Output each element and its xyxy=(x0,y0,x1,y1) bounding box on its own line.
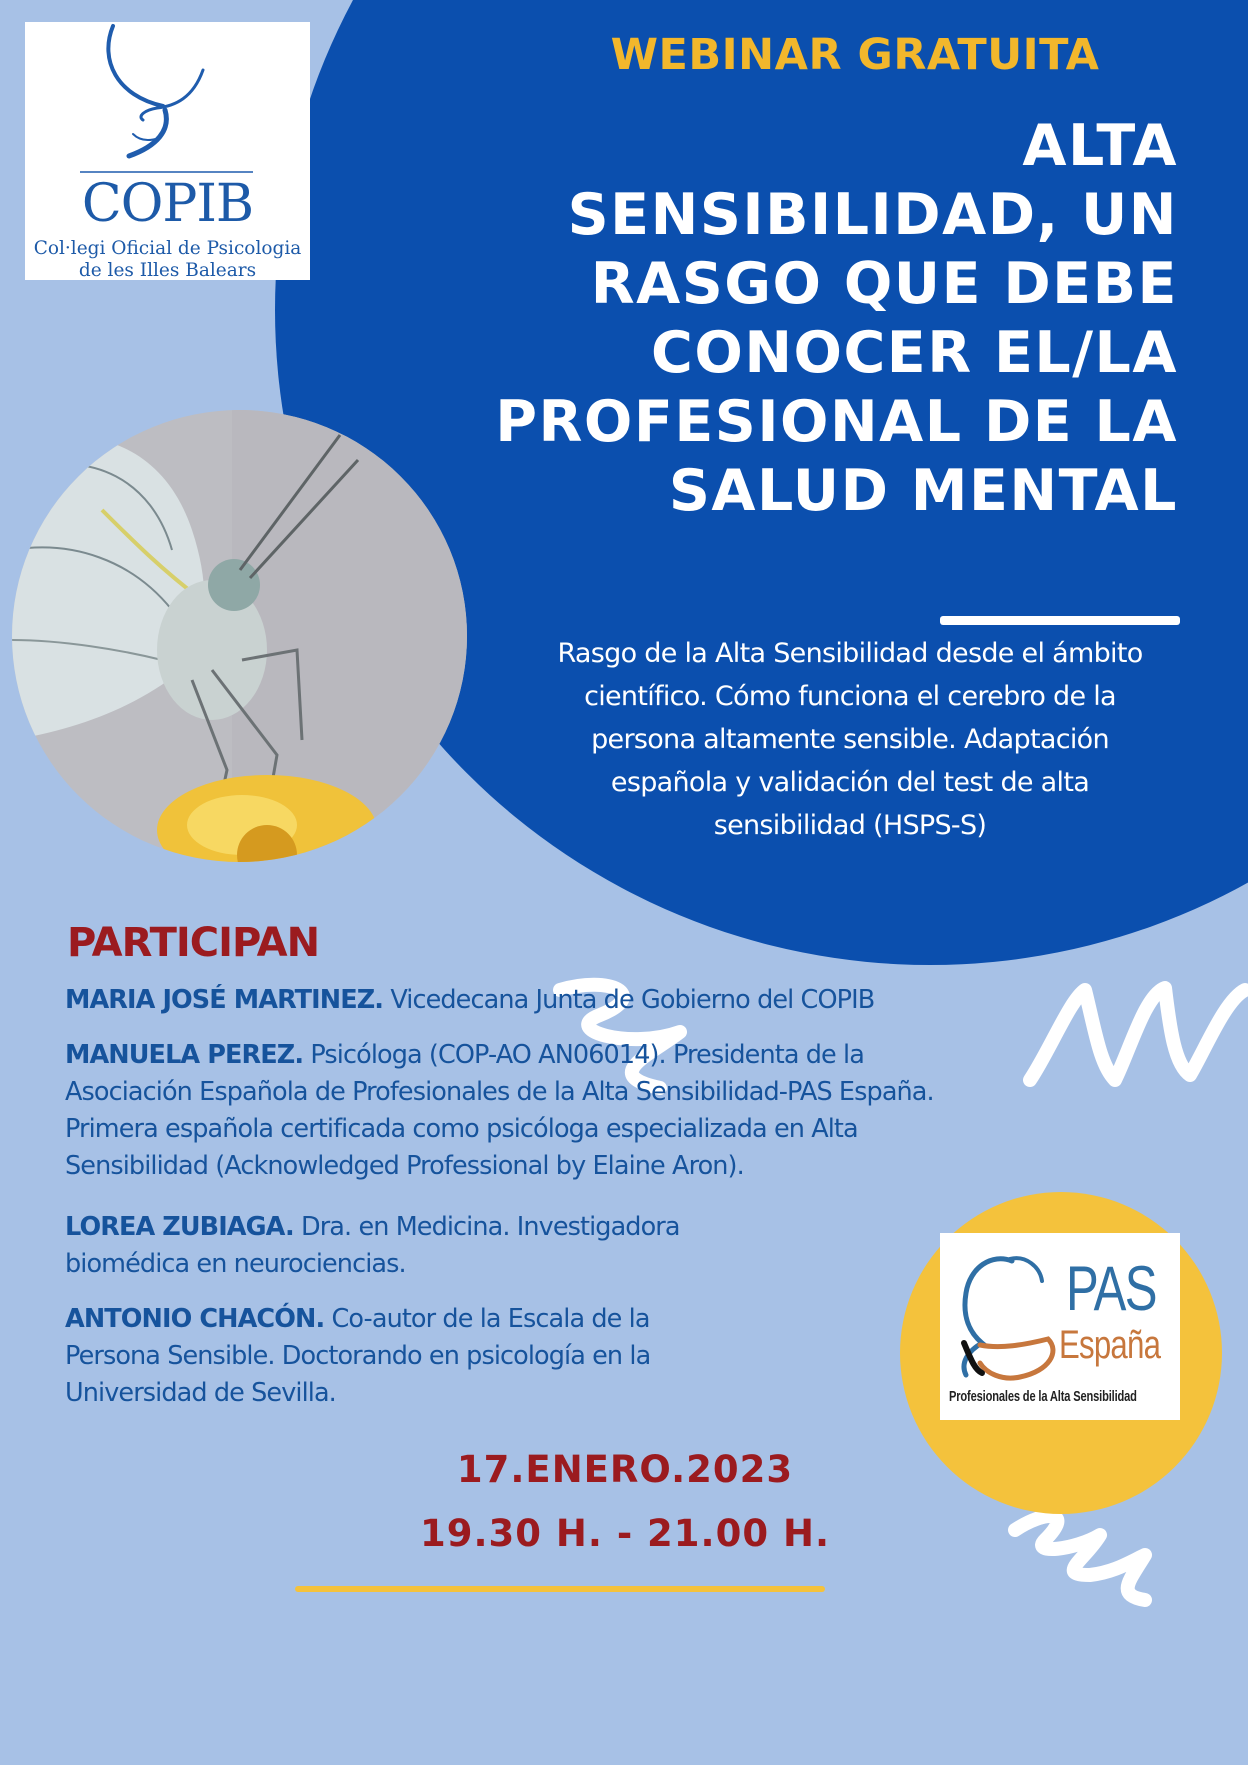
participant-line: Primera española certificada como psicóloga especializada en Alta xyxy=(65,1114,858,1144)
participant-line: Asociación Española de Profesionales de la Alta Sensibilidad-PAS España. xyxy=(65,1077,934,1107)
subtitle xyxy=(480,632,1220,847)
page-title xyxy=(398,112,1178,526)
participant-lorea-zubiaga xyxy=(65,1209,680,1283)
pas-logo-country: España xyxy=(1059,1323,1161,1367)
subtitle-line: persona altamente sensible. Adaptación xyxy=(591,724,1109,755)
title-line: ALTA xyxy=(1022,113,1178,179)
title-line: SALUD MENTAL xyxy=(668,458,1178,524)
title-line: RASGO QUE DEBE xyxy=(590,251,1178,317)
participant-name: ANTONIO CHACÓN. xyxy=(65,1304,325,1334)
subtitle-line: Rasgo de la Alta Sensibilidad desde el ámbito xyxy=(557,638,1143,669)
participant-name: MANUELA PEREZ. xyxy=(65,1040,304,1070)
participant-line: Universidad de Sevilla. xyxy=(65,1378,336,1408)
copib-swirl-icon xyxy=(25,22,310,182)
subtitle-line: científico. Cómo funciona el cerebro de la xyxy=(584,681,1116,712)
butterfly-photo xyxy=(12,410,467,862)
participant-line xyxy=(65,982,874,1019)
copib-logo-name: COPIB xyxy=(81,174,254,234)
participant-manuela-perez xyxy=(65,1037,934,1185)
participant-name: MARIA JOSÉ MARTINEZ. xyxy=(65,985,384,1015)
participant-line: Persona Sensible. Doctorando en psicología en la xyxy=(65,1341,651,1371)
participant-line xyxy=(65,1037,934,1074)
participant-line: Sensibilidad (Acknowledged Professional by Elaine Aron). xyxy=(65,1151,744,1181)
copib-logo-line-2: de les Illes Balears xyxy=(78,260,257,281)
subtitle-line: sensibilidad (HSPS-S) xyxy=(713,810,987,841)
copib-logo xyxy=(25,22,310,280)
participant-role: Psicóloga (COP-AO AN06014). Presidenta de la xyxy=(303,1040,864,1070)
bottom-divider xyxy=(295,1586,825,1592)
pas-logo-tagline: Profesionales de la Alta Sensibilidad xyxy=(949,1388,1137,1405)
event-date: 17.ENERO.2023 xyxy=(456,1448,794,1491)
event-time: 19.30 H. - 21.00 H. xyxy=(420,1512,830,1555)
webinar-kicker: WEBINAR GRATUITA xyxy=(610,30,1100,80)
subtitle-divider xyxy=(940,616,1180,625)
pas-logo-name: PAS xyxy=(1066,1254,1157,1324)
participant-antonio-chacon xyxy=(65,1301,650,1412)
participant-line xyxy=(65,1209,680,1246)
participant-line xyxy=(65,1301,650,1338)
participant-role: Dra. en Medicina. Investigadora xyxy=(293,1212,680,1242)
title-line: SENSIBILIDAD, UN xyxy=(567,182,1178,248)
subtitle-line: española y validación del test de alta xyxy=(610,767,1090,798)
participants-heading: PARTICIPAN xyxy=(67,920,320,966)
title-line: CONOCER EL/LA xyxy=(651,320,1178,386)
white-zigzag-decoration xyxy=(1005,1500,1165,1615)
title-line: PROFESIONAL DE LA xyxy=(495,389,1178,455)
pas-espana-logo xyxy=(940,1233,1180,1420)
participant-line: biomédica en neurociencias. xyxy=(65,1249,406,1279)
participant-name: LOREA ZUBIAGA. xyxy=(65,1212,294,1242)
participant-role: Co-autor de la Escala de la xyxy=(324,1304,650,1334)
participant-maria-jose-martinez xyxy=(65,982,874,1019)
participant-role: Vicedecana Junta de Gobierno del COPIB xyxy=(383,985,875,1015)
copib-logo-line-1: Col·legi Oficial de Psicologia xyxy=(33,238,302,259)
